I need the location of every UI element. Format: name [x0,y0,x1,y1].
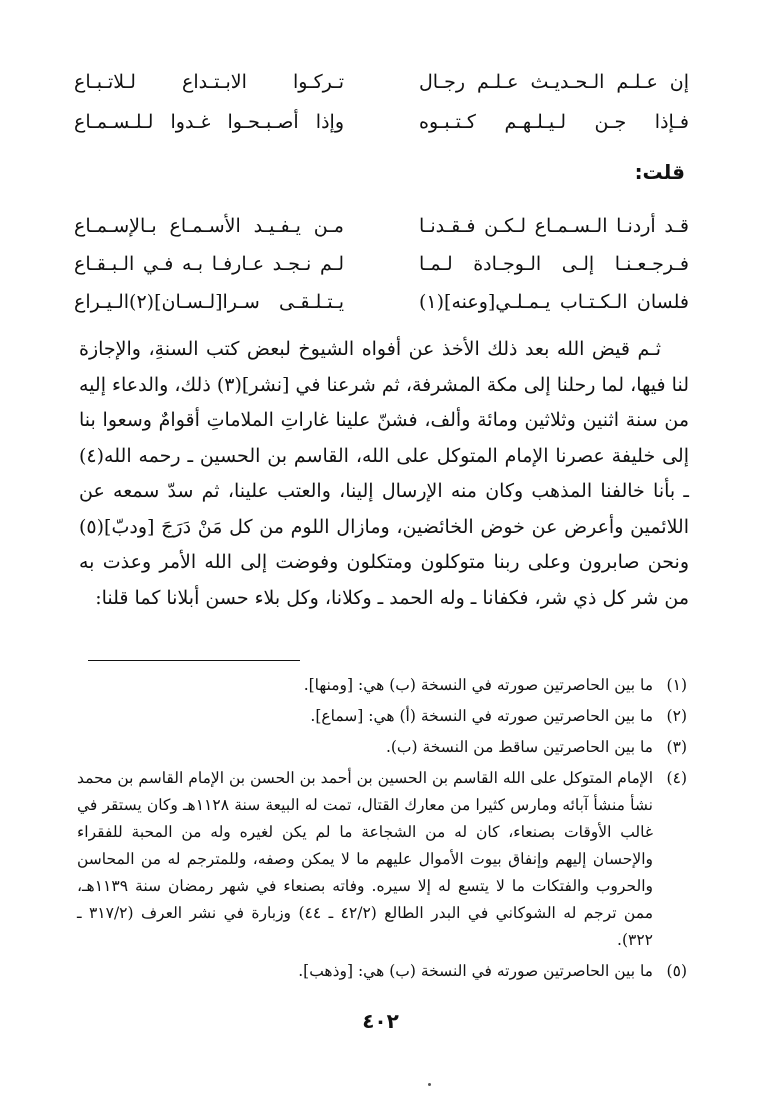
verse-second-hemistich: وإذا أصـبـحـوا غـدوا لـلـسـمـاع [74,111,344,133]
verse-line [74,245,689,283]
verse-first-hemistich: فـرجـعـنـا إلـى الـوجـادة لـمـا [419,253,689,275]
footnote [77,703,687,730]
footnote-text: ما بين الحاصرتين صورته في النسخة (ب) هي: [ومنها]. [303,676,653,694]
verse-second-hemistich: مـن يـفـيـد الأسـمـاع بـالإسـمـاع [74,215,344,237]
footnote-number: (٥) [666,962,687,980]
footnotes [77,672,687,989]
verse-line [74,63,689,101]
body-paragraph: ثـم قيض الله بعد ذلك الأخذ عن أفواه الشيوخ لبعض كتب السنةِ، والإجازة لنا فيها، لما رحلنا إلى مكة المشرفة، ثم شرعنا في [نشر](٣) ذلك، والدعاء إليه من سنة اثنين وثلاثين ومائة وألف، فشنّ علينا غاراتِ الملاماتِ أقوامٌ وسعوا بنا إلى خليفة عصرنا الإمام المتوكل على الله، القاسم بن الحسين ـ رحمه الله(٤) ـ بأنا خالفنا المذهب وكان منه الإرسال إلينا، والعتب علينا، ثم سدّ سمعه عن اللائمين وأعرض عن خوض الخائضين، ومازال اللوم من كل مَنْ دَرَجَ [ودبّ](٥) ونحن صابرون وعلى ربنا متوكلون ومتكلون وفوضت إلى الله الأمر وعذت به من شر كل ذي شر، فكفانا ـ وله الحمد ـ وكلانا، وكل بلاء حسن أبلانا كما قلنا: [79,338,689,609]
footnote-text: ما بين الحاصرتين صورته في النسخة (أ) هي: [سماع]. [310,707,653,725]
footnote-number: (١) [666,676,687,694]
verse-first-hemistich: فـإذا جـن لـيـلـهـم كـتـبـوه [419,111,689,133]
verse-first-hemistich: فلسان الـكـتـاب يـمـلـي[وعنه](١) [419,291,689,313]
verse-line [74,283,689,321]
scan-speck [428,1083,431,1086]
footnote-number: (٣) [666,738,687,756]
footnote [77,958,687,985]
footnote-text: الإمام المتوكل على الله القاسم بن الحسين بن أحمد بن الحسن بن الإمام القاسم بن محمد نشأ منشأ آبائه ومارس كثيرا من معارك القتال، تمت له البيعة سنة ١١٢٨هـ وكان يستقر في غالب الأوقات بصنعاء، كان له من الشجاعة ما لم يكن لغيره وله من المحبة للفقراء والإحسان إليهم وإنفاق بيوت الأموال عليهم ما لا يمكن وصفه، وللمترجم له من المحاسن والحروب والفتكات ما لا يتسع له إلا سيره. وفاته بصنعاء في شهر رمضان سنة ١١٣٩هـ، ممن ترجم له الشوكاني في البدر الطالع (٤٢/٢ ـ ٤٤) وزبارة في نشر العرف (٣١٧/٢ ـ ٣٢٢). [77,769,653,949]
verse-second-hemistich: تـركـوا الابـتـداع لـلاتـبـاع [74,71,344,93]
verse-line [74,207,689,245]
verse-line [74,103,689,141]
footnote-text: ما بين الحاصرتين ساقط من النسخة (ب). [385,738,653,756]
verse-first-hemistich: إن عـلـم الـحـديـث عـلـم رجـال [419,71,689,93]
footnote [77,734,687,761]
verse-first-hemistich: قـد أردنـا الـسـمـاع لـكـن فـقـدنـا [419,215,689,237]
body-text [79,332,689,616]
footnote-number: (٢) [666,707,687,725]
footnote [77,672,687,699]
footnote-number: (٤) [666,769,687,787]
page-number: ٤٠٢ [362,1009,399,1033]
footnote-separator [88,660,300,661]
footnote [77,765,687,954]
verse-second-hemistich: لـم نـجـد عـارفـا بـه فـي الـبـقـاع [74,253,344,275]
section-heading: قلت: [634,160,685,184]
footnote-text: ما بين الحاصرتين صورته في النسخة (ب) هي: [وذهب]. [298,962,653,980]
verse-second-hemistich: يـتـلـقـى سـرا[لـسـان](٢)الـيـراع [74,291,344,313]
